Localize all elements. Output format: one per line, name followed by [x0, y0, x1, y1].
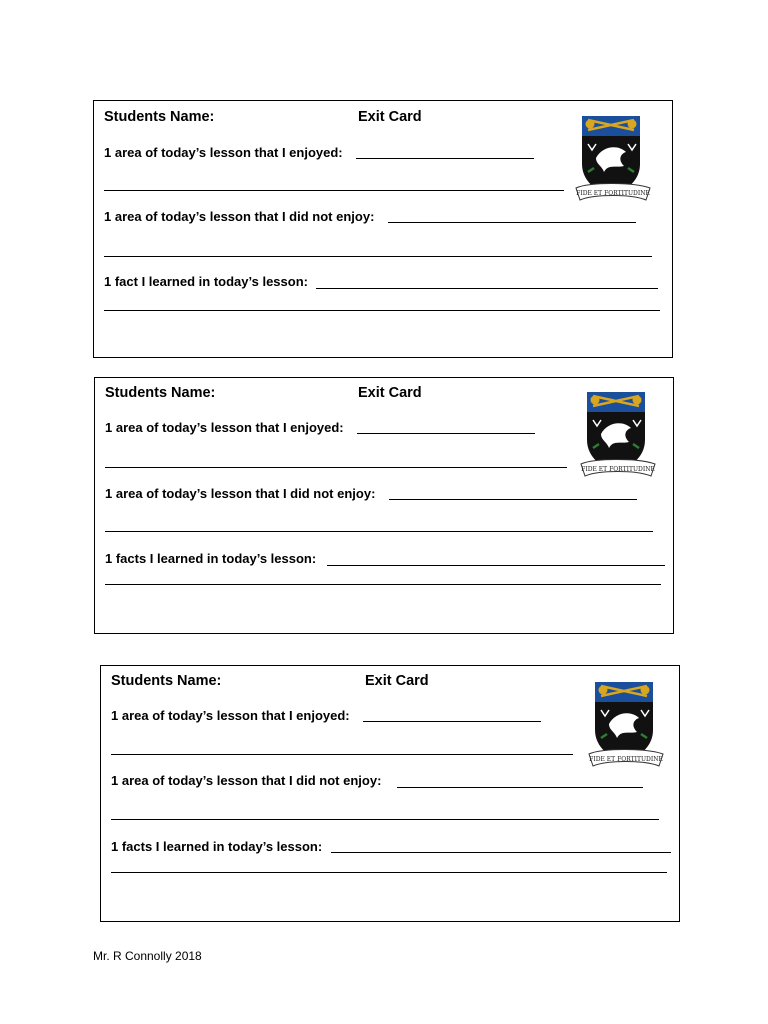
answer-line-fact[interactable]: [316, 288, 658, 289]
answer-line-fact-cont[interactable]: [105, 584, 661, 585]
exit-card-title: Exit Card: [358, 385, 422, 401]
question-enjoyed: 1 area of today’s lesson that I enjoyed:: [111, 708, 350, 723]
answer-line-fact[interactable]: [331, 852, 671, 853]
exit-card-2: [94, 377, 674, 634]
school-crest-icon: [579, 388, 657, 480]
question-not-enjoyed: 1 area of today’s lesson that I did not enjoy:: [104, 209, 375, 224]
answer-line-not-enjoyed[interactable]: [388, 222, 636, 223]
question-fact-learned: 1 fact I learned in today’s lesson:: [104, 274, 308, 289]
answer-line-fact-cont[interactable]: [104, 310, 660, 311]
answer-line-enjoyed[interactable]: [357, 433, 535, 434]
question-not-enjoyed: 1 area of today’s lesson that I did not enjoy:: [111, 773, 382, 788]
answer-line-enjoyed-cont[interactable]: [105, 467, 567, 468]
svg-text:FIDE ET FORTITUDINE: FIDE ET FORTITUDINE: [589, 756, 663, 763]
students-name-label: Students Name:: [104, 109, 215, 125]
question-fact-learned: 1 facts I learned in today’s lesson:: [111, 839, 323, 854]
question-enjoyed: 1 area of today’s lesson that I enjoyed:: [105, 420, 344, 435]
school-crest-icon: [587, 678, 665, 770]
question-fact-learned: 1 facts I learned in today’s lesson:: [105, 551, 317, 566]
question-not-enjoyed: 1 area of today’s lesson that I did not enjoy:: [105, 486, 376, 501]
answer-line-enjoyed[interactable]: [356, 158, 534, 159]
exit-card-title: Exit Card: [358, 109, 422, 125]
footer-author: Mr. R Connolly 2018: [93, 949, 202, 963]
exit-card-3: [100, 665, 680, 922]
answer-line-fact-cont[interactable]: [111, 872, 667, 873]
answer-line-enjoyed-cont[interactable]: [111, 754, 573, 755]
answer-line-fact[interactable]: [327, 565, 665, 566]
students-name-label: Students Name:: [111, 673, 222, 689]
answer-line-not-enjoyed[interactable]: [397, 787, 643, 788]
exit-card-1: [93, 100, 673, 358]
school-crest-icon: [574, 112, 652, 204]
students-name-label: Students Name:: [105, 385, 216, 401]
answer-line-not-enjoyed-cont[interactable]: [111, 819, 659, 820]
svg-text:FIDE ET FORTITUDINE: FIDE ET FORTITUDINE: [581, 466, 655, 473]
question-enjoyed: 1 area of today’s lesson that I enjoyed:: [104, 145, 343, 160]
answer-line-not-enjoyed[interactable]: [389, 499, 637, 500]
answer-line-enjoyed-cont[interactable]: [104, 190, 564, 191]
answer-line-not-enjoyed-cont[interactable]: [104, 256, 652, 257]
answer-line-enjoyed[interactable]: [363, 721, 541, 722]
exit-card-title: Exit Card: [365, 673, 429, 689]
svg-text:FIDE ET FORTITUDINE: FIDE ET FORTITUDINE: [576, 190, 650, 197]
answer-line-not-enjoyed-cont[interactable]: [105, 531, 653, 532]
